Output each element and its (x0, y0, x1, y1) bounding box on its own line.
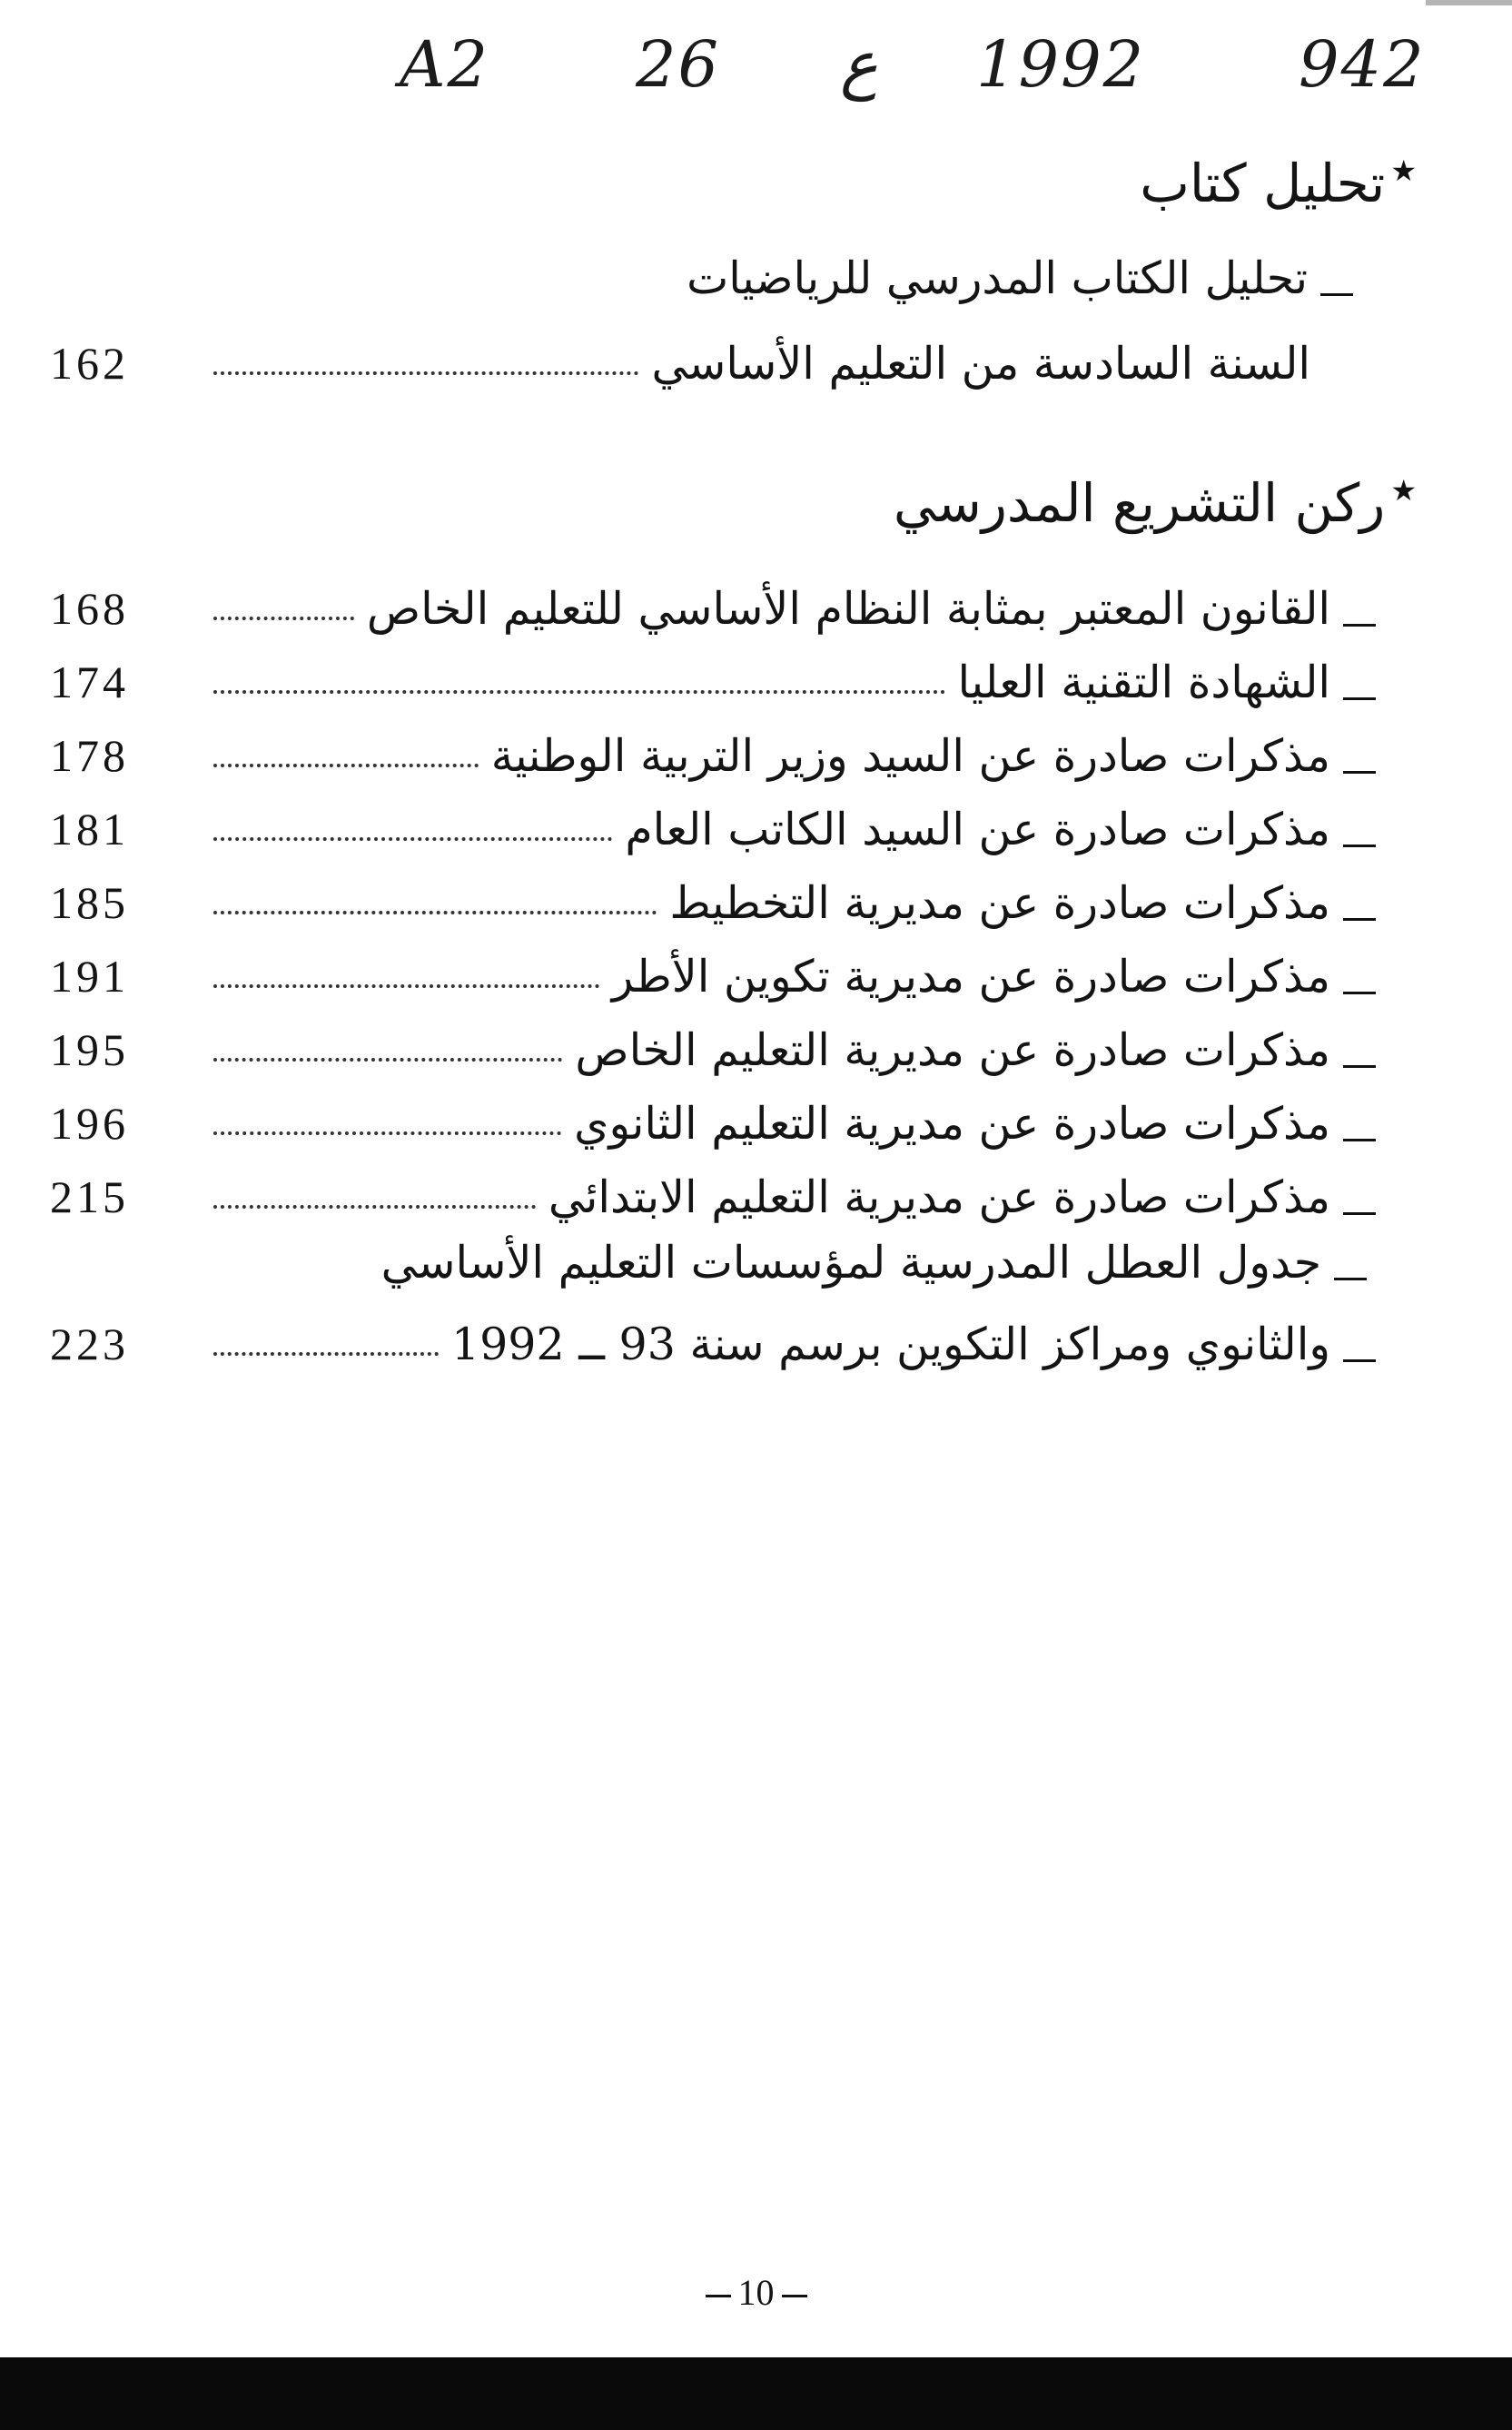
toc-entry-text: مذكرات صادرة عن مديرية التخطيط (669, 877, 1376, 929)
toc-entry-text: مذكرات صادرة عن مديرية التعليم الابتدائي (548, 1171, 1376, 1223)
dot-leader (213, 617, 354, 620)
dot-leader (213, 984, 599, 988)
dot-leader (213, 911, 657, 914)
dot-leader (213, 837, 612, 841)
handwritten-year: 1992 (976, 27, 1146, 102)
toc-entry-text: السنة السادسة من التعليم الأساسي (651, 337, 1310, 390)
dash-marker (1343, 697, 1376, 700)
dash-marker (1334, 1278, 1367, 1280)
toc-entry-text: الشهادة التقنية العليا (958, 657, 1377, 708)
section-title: ركن التشريع المدرسي (893, 472, 1386, 534)
toc-entry (50, 866, 1376, 939)
toc-entry (50, 646, 1376, 718)
toc-page-number: 223 (50, 1319, 129, 1369)
toc-entry (50, 940, 1376, 1012)
section-heading-school-legislation (894, 472, 1417, 534)
dot-leader (213, 690, 945, 694)
toc-entry-text: مذكرات صادرة عن مديرية تكوين الأطر (612, 951, 1376, 1003)
section-heading-book-analysis (1140, 153, 1417, 214)
toc-entry-holidays (50, 1308, 1376, 1380)
scan-corner-mark (1426, 0, 1512, 5)
handwritten-day: 26 (636, 27, 721, 102)
dot-leader (213, 1205, 536, 1209)
handwritten-code: A2 (400, 27, 490, 102)
dot-leader (213, 1058, 562, 1062)
handwritten-month: ع (840, 27, 878, 102)
dash-marker (1343, 845, 1376, 847)
toc-page-number: 181 (50, 804, 129, 854)
dash-marker (782, 2295, 807, 2297)
toc-entry (50, 793, 1376, 865)
page-number: 10 (0, 2271, 1512, 2314)
dash-marker (1320, 293, 1353, 296)
toc-entry (50, 572, 1376, 645)
dot-leader (213, 371, 638, 375)
dash-marker (1343, 624, 1376, 627)
toc-entry (50, 1161, 1376, 1233)
scan-bottom-border (0, 2357, 1512, 2430)
dash-marker (1343, 771, 1376, 774)
dash-marker (1343, 918, 1376, 921)
dot-leader (213, 1352, 439, 1356)
toc-page-number: 191 (50, 951, 129, 1002)
toc-entry (50, 1013, 1376, 1086)
dash-marker (706, 2295, 731, 2297)
toc-entry (50, 1087, 1376, 1160)
toc-entry-text: والثانوي ومراكز التكوين برسم سنة 93 ــ 1992 (451, 1319, 1376, 1370)
handwritten-number: 942 (1299, 27, 1426, 102)
toc-page-number: 195 (50, 1024, 129, 1075)
toc-entry (50, 719, 1376, 792)
toc-entry-holidays-line1: جدول العطل المدرسية لمؤسسات التعليم الأساسي (381, 1237, 1367, 1289)
star-icon: ★ (1390, 473, 1417, 508)
dash-marker (1343, 1212, 1376, 1215)
dash-marker (1343, 992, 1376, 994)
toc-entry-text: مذكرات صادرة عن السيد وزير التربية الوطنية (491, 730, 1376, 782)
toc-entry-text: مذكرات صادرة عن مديرية التعليم الثانوي (574, 1098, 1376, 1150)
star-icon: ★ (1390, 153, 1417, 188)
dash-marker (1343, 1065, 1376, 1068)
toc-entry-text: القانون المعتبر بمثابة النظام الأساسي للتعليم الخاص (367, 583, 1376, 635)
toc-entry-text: مذكرات صادرة عن السيد الكاتب العام (625, 804, 1376, 855)
toc-page-number: 196 (50, 1098, 129, 1149)
toc-page-number: 162 (50, 338, 129, 389)
toc-entry-math (50, 327, 1376, 400)
toc-page-number: 174 (50, 657, 129, 707)
toc-page-number: 185 (50, 877, 129, 928)
dash-marker (1343, 1359, 1376, 1362)
dot-leader (213, 764, 479, 767)
toc-page-number: 168 (50, 583, 129, 634)
toc-page-number: 178 (50, 730, 129, 781)
toc-entry-math-line1: تحليل الكتاب المدرسي للرياضيات (687, 252, 1353, 304)
dot-leader (213, 1131, 561, 1135)
section-title: تحليل كتاب (1140, 153, 1386, 214)
dash-marker (1343, 1139, 1376, 1141)
toc-page-number: 215 (50, 1171, 129, 1222)
toc-entry-text: مذكرات صادرة عن مديرية التعليم الخاص (575, 1024, 1376, 1076)
